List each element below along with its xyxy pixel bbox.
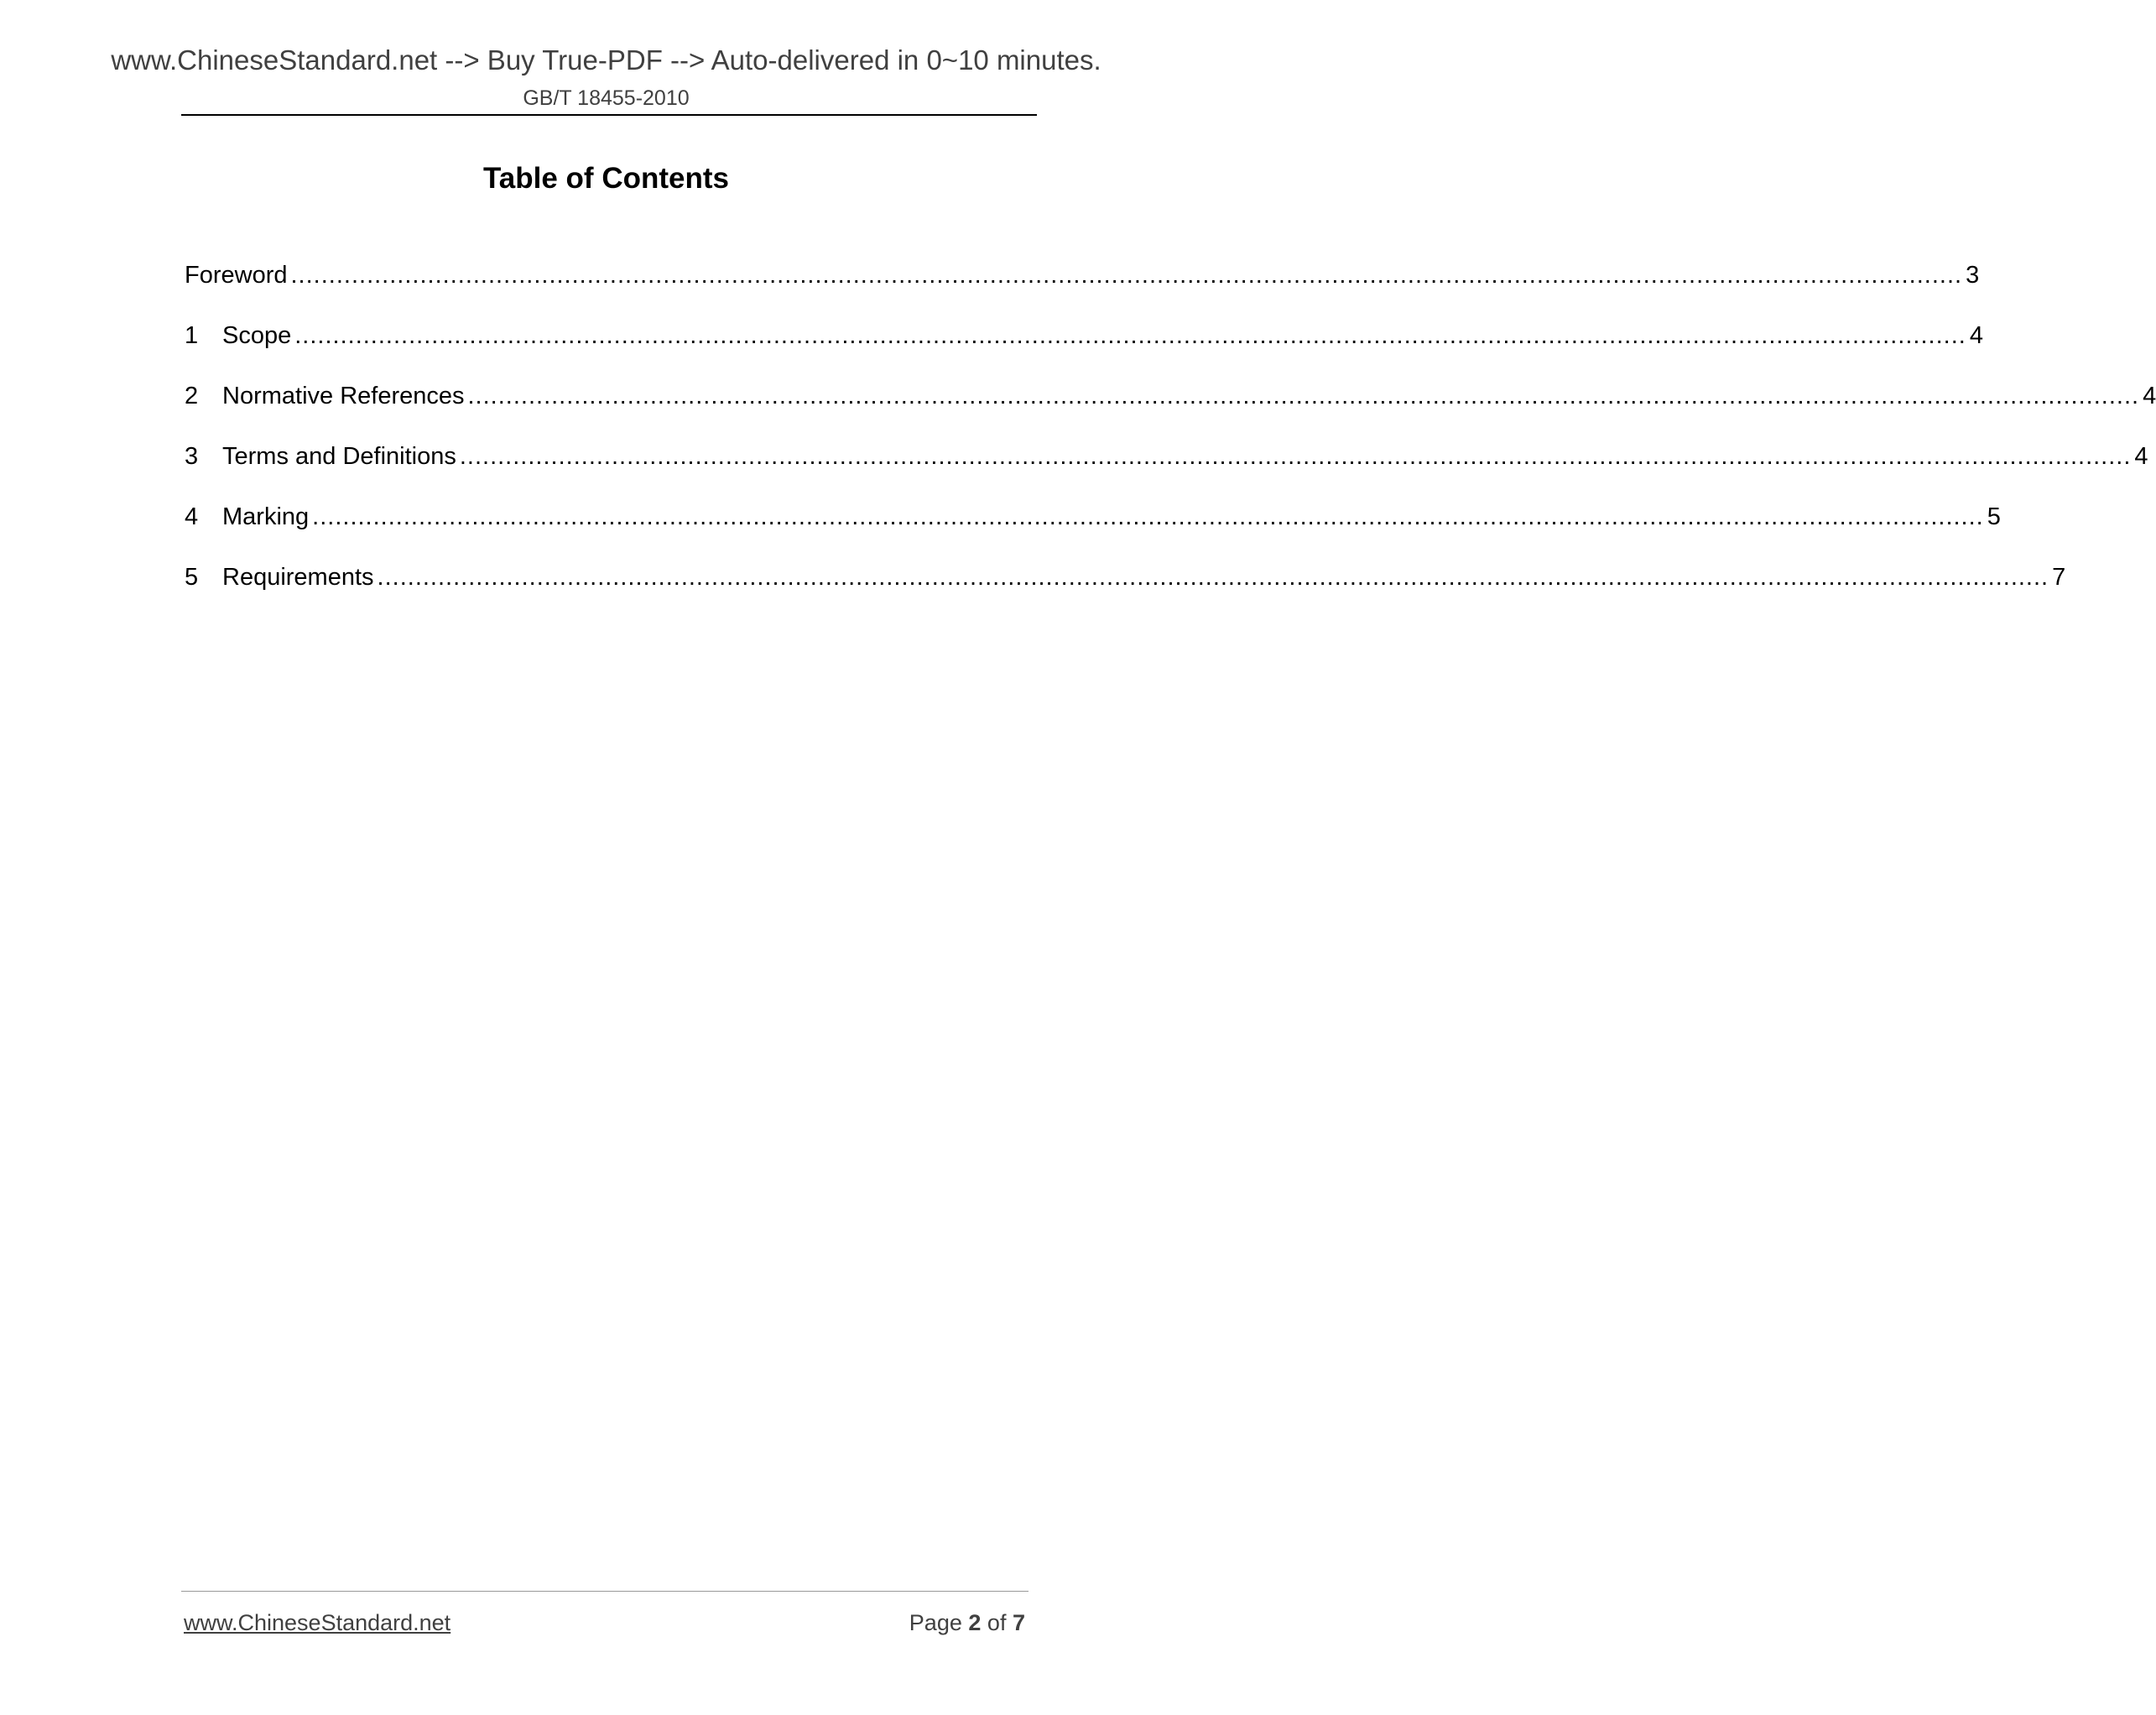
toc-entry-number: 3 — [185, 443, 199, 470]
toc-leader-dots: ............................................................................................................................................................................................................................ — [312, 503, 1984, 530]
toc-entry-label: Normative References — [222, 383, 465, 409]
toc-list — [185, 261, 2156, 623]
toc-entry-page: 4 — [1969, 322, 1983, 349]
toc-entry-marking[interactable] — [185, 503, 2001, 563]
toc-entry-page: 4 — [2143, 383, 2156, 409]
site-banner: www.ChineseStandard.net --> Buy True-PDF --> Auto-delivered in 0~10 minutes. — [111, 44, 1101, 76]
toc-leader-dots: ............................................................................................................................................................................................................................ — [290, 262, 1963, 289]
total-page-count: 7 — [1012, 1610, 1025, 1635]
footer-divider — [181, 1591, 1029, 1592]
toc-entry-page: 5 — [1987, 503, 2001, 530]
toc-entry-number: 1 — [185, 322, 199, 349]
document-code: GB/T 18455-2010 — [523, 86, 690, 110]
toc-leader-dots: ............................................................................................................................................................................................................................ — [467, 383, 2140, 409]
current-page-number: 2 — [968, 1610, 982, 1635]
toc-entry-page: 7 — [2052, 564, 2066, 591]
footer-site-link[interactable]: www.ChineseStandard.net — [184, 1610, 451, 1635]
toc-entry-foreword[interactable] — [185, 261, 1980, 321]
toc-leader-dots: ............................................................................................................................................................................................................................ — [294, 322, 1966, 349]
header-divider — [181, 114, 1037, 116]
toc-entry-number: 5 — [185, 564, 199, 591]
toc-entry-terms-and-definitions[interactable] — [185, 442, 2148, 503]
toc-entry-label: Scope — [222, 322, 292, 349]
toc-entry-page: 3 — [1966, 262, 1980, 289]
toc-entry-label: Marking — [222, 503, 310, 530]
toc-leader-dots: ............................................................................................................................................................................................................................ — [377, 564, 2049, 591]
toc-entry-page: 4 — [2134, 443, 2148, 470]
toc-entry-label: Terms and Definitions — [222, 443, 456, 470]
toc-entry-scope[interactable] — [185, 321, 1983, 382]
toc-entry-label: Foreword — [185, 262, 288, 289]
toc-entry-number: 2 — [185, 383, 199, 409]
page-of: of — [987, 1610, 1007, 1635]
toc-entry-requirements[interactable] — [185, 563, 2066, 623]
page-prefix: Page — [909, 1610, 962, 1635]
toc-entry-number: 4 — [185, 503, 199, 530]
toc-entry-normative-references[interactable] — [185, 382, 2156, 442]
toc-title: Table of Contents — [483, 162, 729, 195]
page-indicator — [909, 1609, 1025, 1636]
toc-leader-dots: ............................................................................................................................................................................................................................ — [459, 443, 2132, 470]
toc-entry-label: Requirements — [222, 564, 374, 591]
